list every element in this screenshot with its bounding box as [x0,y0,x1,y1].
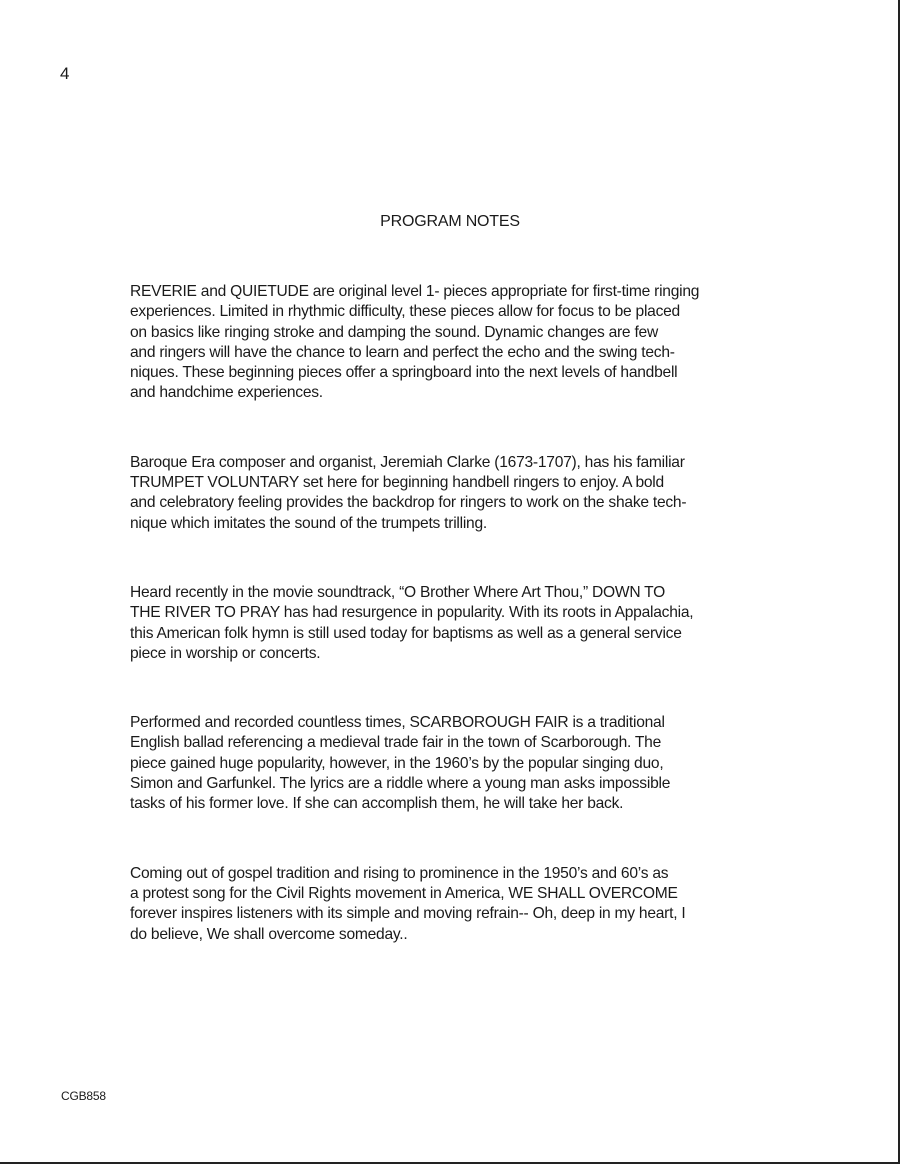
note-line: Simon and Garfunkel. The lyrics are a riddle where a young man asks impossible [130,775,671,793]
program-notes [130,282,770,945]
note-line: this American folk hymn is still used today for baptisms as well as a general service [130,624,682,642]
note-line: experiences. Limited in rhythmic difficulty, these pieces allow for focus to be placed [130,303,680,321]
note-line: English ballad referencing a medieval trade fair in the town of Scarborough. The [130,734,662,752]
note-line: forever inspires listeners with its simple and moving refrain-- Oh, deep in my heart, I [130,905,686,923]
note-line: Heard recently in the movie soundtrack, “O Brother Where Art Thou,” DOWN TO [130,583,666,601]
page-number: 4 [60,64,70,83]
note-line: and celebratory feeling provides the backdrop for ringers to work on the shake tech- [130,494,687,512]
note-trumpet-voluntary [130,453,770,534]
note-line: piece gained huge popularity, however, in the 1960’s by the popular singing duo, [130,754,664,772]
note-line: and handchime experiences. [130,384,323,402]
note-line: TRUMPET VOLUNTARY set here for beginning handbell ringers to enjoy. A bold [130,474,664,492]
note-scarborough-fair [130,713,770,814]
note-line: a protest song for the Civil Rights movement in America, WE SHALL OVERCOME [130,884,678,902]
note-line: niques. These beginning pieces offer a springboard into the next levels of handbell [130,364,678,382]
note-line: nique which imitates the sound of the trumpets trilling. [130,514,487,532]
note-line: Coming out of gospel tradition and rising to prominence in the 1950’s and 60’s as [130,864,669,882]
note-line: Performed and recorded countless times, SCARBOROUGH FAIR is a traditional [130,714,665,732]
note-line: and ringers will have the chance to learn and perfect the echo and the swing tech- [130,343,675,361]
note-we-shall-overcome [130,864,770,945]
note-line: tasks of his former love. If she can accomplish them, he will take her back. [130,795,624,813]
note-reverie-quietude [130,282,770,404]
note-line: on basics like ringing stroke and damping the sound. Dynamic changes are few [130,323,658,341]
note-line: do believe, We shall overcome someday.. [130,925,408,943]
catalog-number: CGB858 [61,1089,106,1103]
page-title: PROGRAM NOTES [380,213,520,230]
note-line: THE RIVER TO PRAY has had resurgence in popularity. With its roots in Appalachia, [130,604,694,622]
note-down-to-the-river [130,583,770,664]
note-line: REVERIE and QUIETUDE are original level 1- pieces appropriate for first-time ringing [130,283,700,300]
note-line: Baroque Era composer and organist, Jeremiah Clarke (1673-1707), has his familiar [130,453,685,471]
note-line: piece in worship or concerts. [130,644,321,662]
